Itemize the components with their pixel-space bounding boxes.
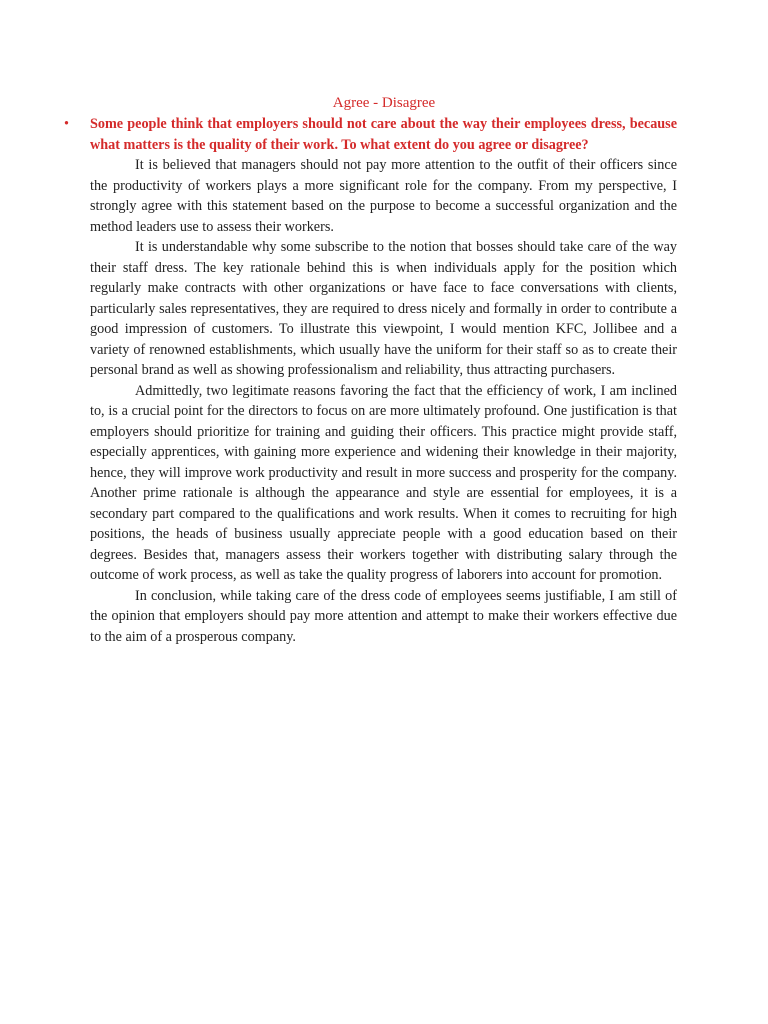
bullet-icon: • xyxy=(64,116,69,132)
document-title: Agree - Disagree xyxy=(332,95,436,111)
essay-paragraph-body-1: It is understandable why some subscribe to the notion that bosses should take care of the way their staff dress. The key rationale behind this is when individuals apply for the position which regularly make contracts with other organizations or have face to face conversations with clients, particularly sales representatives, they are required to dress nicely and formally in order to contribute a good impression of customers. To illustrate this viewpoint, I would mention KFC, Jollibee and a variety of renowned establishments, which usually have the uniform for their staff so as to create their personal brand as well as showing professionalism and reliability, thus attracting purchasers. xyxy=(90,239,677,378)
essay-paragraph-conclusion: In conclusion, while taking care of the dress code of employees seems justifiable, I am still of the opinion that employers should pay more attention and attempt to make their workers effective due to the aim of a prosperous company. xyxy=(90,587,677,645)
essay-paragraph-body-2: Admittedly, two legitimate reasons favoring the fact that the efficiency of work, I am inclined to, is a crucial point for the directors to focus on are more ultimately profound. One justification is that employers should prioritize for training and guiding their officers. This practice might provide staff, especially apprentices, with gaining more experience and widening their knowledge in their majority, hence, they will improve work productivity and result in more success and prosperity for the company. Another prime rationale is although the appearance and style are essential for employees, it is a secondary part compared to the qualifications and work results. When it comes to recruiting for high positions, the heads of business usually appreciate people with a good education based on their degrees. Besides that, managers assess their workers together with distributing salary through the outcome of work process, as well as take the quality progress of laborers into account for promotion. xyxy=(90,382,677,583)
essay-body xyxy=(90,155,677,647)
essay-paragraph-introduction: It is believed that managers should not pay more attention to the outfit of their officers since the productivity of workers plays a more significant role for the company. From my perspective, I strongly agree with this statement based on the purpose to become a successful organization and the method leaders use to assess their workers. xyxy=(90,157,677,235)
essay-prompt xyxy=(64,114,677,155)
essay-prompt-text: Some people think that employers should not care about the way their employees dress, because what matters is the quality of their work. To what extent do you agree or disagree? xyxy=(90,116,677,153)
